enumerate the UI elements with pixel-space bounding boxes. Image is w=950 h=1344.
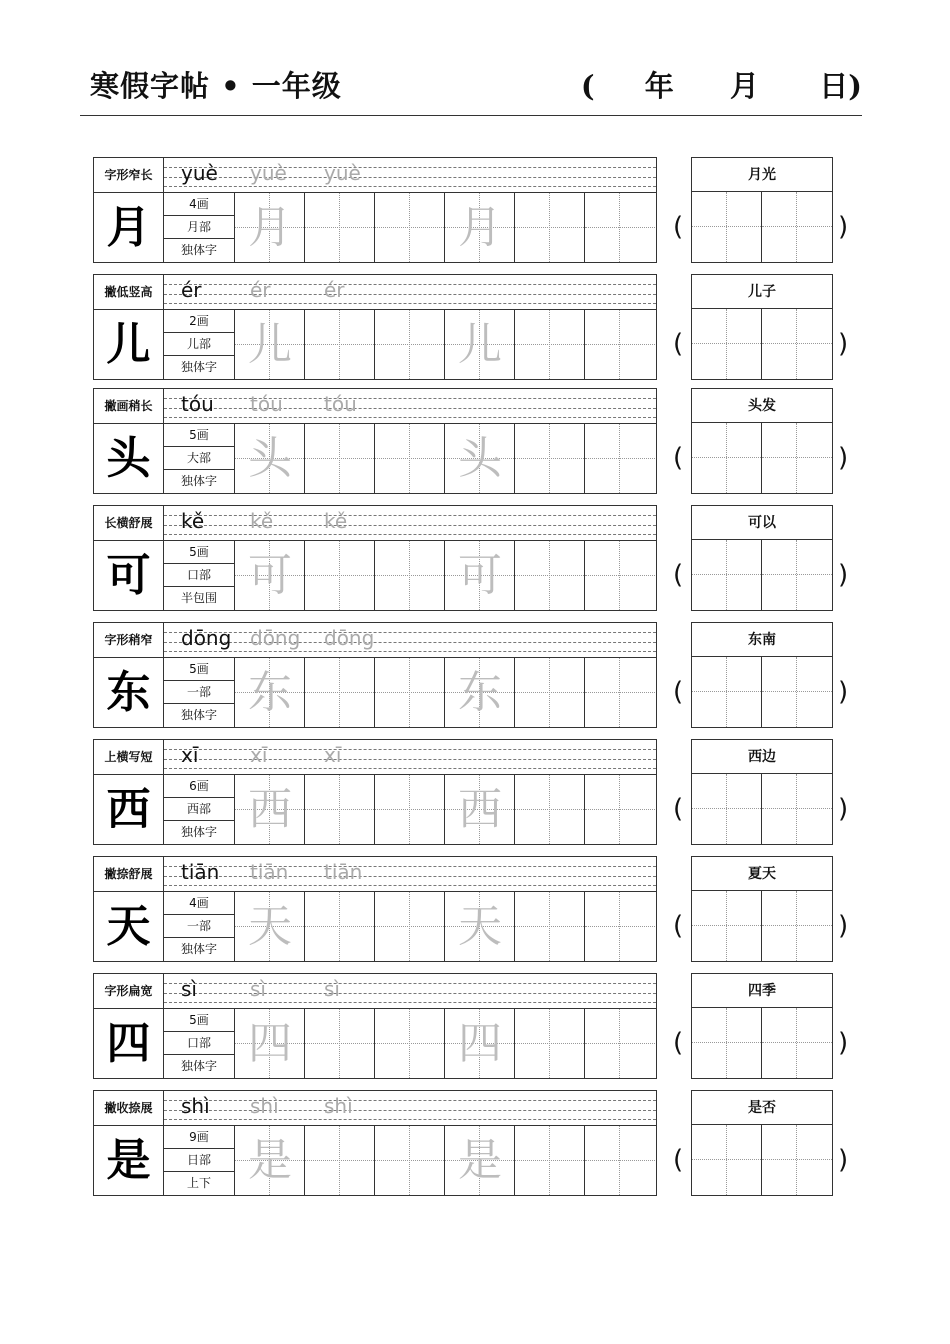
word-writing-cell[interactable] — [762, 540, 832, 610]
practice-row — [93, 739, 849, 846]
structure: 独体字 — [180, 825, 217, 839]
pinyin-box — [93, 388, 657, 423]
pinyin-trace: yuè — [250, 161, 287, 185]
trace-char: 四 — [458, 1018, 502, 1069]
writing-cell[interactable] — [375, 1126, 445, 1195]
pinyin-box — [93, 157, 657, 192]
header-divider — [80, 115, 862, 116]
word-writing-cell[interactable] — [692, 1008, 762, 1078]
trace-char: 是 — [458, 1135, 502, 1186]
pinyin-trace: ér — [250, 278, 271, 302]
writing-cell[interactable] — [235, 1009, 305, 1078]
word-label: 可以 — [691, 505, 833, 540]
practice-row — [93, 274, 849, 381]
word-grid — [691, 891, 833, 962]
trace-char: 西 — [248, 784, 292, 835]
page-title: 寒假字帖 • 一年级 — [90, 69, 342, 103]
word-writing-cell[interactable] — [762, 192, 832, 262]
model-char: 是 — [94, 1126, 164, 1195]
writing-cell[interactable] — [375, 424, 445, 493]
word-grid — [691, 423, 833, 494]
open-paren: ( — [673, 911, 684, 941]
pinyin-guide-line — [164, 993, 656, 994]
pinyin-lines — [164, 974, 656, 1009]
writing-cell[interactable] — [445, 424, 515, 493]
pinyin-trace: tóu — [250, 392, 283, 416]
writing-tip: 字形扁宽 — [94, 974, 164, 1009]
pinyin-guide-line — [164, 398, 656, 399]
pinyin-lines — [164, 389, 656, 424]
stroke-count: 4画 — [164, 193, 234, 216]
word-writing-cell[interactable] — [762, 891, 832, 961]
page-header — [80, 58, 862, 116]
model-char: 天 — [94, 892, 164, 961]
close-paren: ) — [838, 911, 849, 941]
pinyin-main: shì — [181, 1094, 210, 1118]
radical: 一部 — [164, 681, 234, 704]
model-char: 月 — [94, 193, 164, 262]
practice-row — [93, 856, 849, 963]
writing-cell[interactable] — [375, 193, 445, 262]
character-grid — [93, 891, 657, 962]
character-grid — [93, 1008, 657, 1079]
character-grid — [93, 1125, 657, 1196]
pinyin-guide-line — [164, 632, 656, 633]
writing-cell[interactable] — [585, 775, 655, 844]
char-info — [164, 424, 235, 493]
pinyin-trace: dōng — [250, 626, 301, 650]
pinyin-guide-line — [164, 186, 656, 187]
word-writing-cell[interactable] — [762, 1125, 832, 1195]
writing-cell[interactable] — [305, 310, 375, 379]
stroke-count: 4画 — [164, 892, 234, 915]
pinyin-box — [93, 505, 657, 540]
writing-cell[interactable] — [515, 892, 585, 961]
pinyin-trace: sì — [324, 977, 340, 1001]
writing-cell[interactable] — [515, 541, 585, 610]
pinyin-main: sì — [181, 977, 197, 1001]
model-char: 西 — [94, 775, 164, 844]
close-paren: ) — [838, 329, 849, 359]
writing-cell[interactable] — [515, 424, 585, 493]
pinyin-main: tóu — [181, 392, 214, 416]
pinyin-trace: xī — [250, 743, 268, 767]
character-grid — [93, 192, 657, 263]
trace-char: 头 — [458, 433, 502, 484]
writing-cell[interactable] — [235, 424, 305, 493]
trace-char: 儿 — [458, 319, 502, 370]
pinyin-guide-line — [164, 885, 656, 886]
word-writing-cell[interactable] — [692, 774, 762, 844]
pinyin-guide-line — [164, 303, 656, 304]
radical: 儿部 — [164, 333, 234, 356]
pinyin-guide-line — [164, 408, 656, 409]
writing-tip: 撇收捺展 — [94, 1091, 164, 1126]
word-box — [673, 157, 849, 263]
pinyin-trace: yuè — [324, 161, 361, 185]
writing-cell[interactable] — [585, 1009, 655, 1078]
character-grid — [93, 423, 657, 494]
practice-row — [93, 1090, 849, 1197]
pinyin-main: yuè — [181, 161, 218, 185]
model-char: 头 — [94, 424, 164, 493]
structure: 独体字 — [180, 360, 217, 374]
pinyin-trace: xī — [324, 743, 342, 767]
pinyin-guide-line — [164, 1119, 656, 1120]
pinyin-trace: tiān — [324, 860, 363, 884]
structure: 上下 — [186, 1176, 211, 1190]
close-paren: ) — [838, 212, 849, 242]
word-label: 夏天 — [691, 856, 833, 891]
open-paren: ( — [673, 1145, 684, 1175]
close-paren: ) — [838, 794, 849, 824]
writing-cell[interactable] — [305, 541, 375, 610]
pinyin-trace: ér — [324, 278, 345, 302]
word-box — [673, 622, 849, 728]
open-paren: ( — [673, 1028, 684, 1058]
writing-tip: 字形窄长 — [94, 158, 164, 193]
writing-cell[interactable] — [235, 1126, 305, 1195]
pinyin-box — [93, 274, 657, 309]
word-label: 东南 — [691, 622, 833, 657]
pinyin-guide-line — [164, 515, 656, 516]
word-grid — [691, 540, 833, 611]
char-info — [164, 775, 235, 844]
writing-cell[interactable] — [375, 892, 445, 961]
structure: 独体字 — [180, 474, 217, 488]
pinyin-guide-line — [164, 749, 656, 750]
practice-row — [93, 157, 849, 264]
character-grid — [93, 309, 657, 380]
word-label: 头发 — [691, 388, 833, 423]
writing-cell[interactable] — [305, 658, 375, 727]
writing-cell[interactable] — [235, 775, 305, 844]
writing-cell[interactable] — [585, 310, 655, 379]
word-box — [673, 388, 849, 494]
writing-cell[interactable] — [445, 310, 515, 379]
practice-row — [93, 505, 849, 612]
pinyin-lines — [164, 623, 656, 658]
writing-tip: 上横写短 — [94, 740, 164, 775]
radical: 大部 — [164, 447, 234, 470]
pinyin-box — [93, 1090, 657, 1125]
pinyin-box — [93, 973, 657, 1008]
date-day-label: 日) — [819, 69, 862, 103]
trace-char: 东 — [248, 667, 292, 718]
trace-char: 东 — [458, 667, 502, 718]
date-month-label: 月 — [730, 69, 760, 103]
writing-cell[interactable] — [305, 1009, 375, 1078]
writing-cell[interactable] — [585, 193, 655, 262]
writing-tip: 撇画稍长 — [94, 389, 164, 424]
word-box — [673, 856, 849, 962]
model-char: 儿 — [94, 310, 164, 379]
pinyin-main: dōng — [181, 626, 232, 650]
pinyin-guide-line — [164, 534, 656, 535]
stroke-count: 6画 — [164, 775, 234, 798]
open-paren: ( — [673, 443, 684, 473]
practice-row — [93, 388, 849, 495]
writing-tip: 撇捺舒展 — [94, 857, 164, 892]
word-grid — [691, 657, 833, 728]
writing-cell[interactable] — [305, 193, 375, 262]
radical: 口部 — [164, 1032, 234, 1055]
pinyin-main: xī — [181, 743, 199, 767]
writing-cell[interactable] — [515, 1126, 585, 1195]
char-info — [164, 1009, 235, 1078]
pinyin-guide-line — [164, 167, 656, 168]
pinyin-lines — [164, 740, 656, 775]
close-paren: ) — [838, 1028, 849, 1058]
word-grid — [691, 1125, 833, 1196]
writing-cell[interactable] — [235, 658, 305, 727]
writing-tip: 撇低竖高 — [94, 275, 164, 310]
radical: 口部 — [164, 564, 234, 587]
structure: 独体字 — [180, 243, 217, 257]
radical: 一部 — [164, 915, 234, 938]
pinyin-guide-line — [164, 177, 656, 178]
word-writing-cell[interactable] — [692, 192, 762, 262]
word-label: 西边 — [691, 739, 833, 774]
word-writing-cell[interactable] — [692, 657, 762, 727]
stroke-count: 9画 — [164, 1126, 234, 1149]
char-info — [164, 892, 235, 961]
writing-cell[interactable] — [235, 892, 305, 961]
writing-cell[interactable] — [515, 193, 585, 262]
pinyin-lines — [164, 506, 656, 541]
pinyin-main: kě — [181, 509, 205, 533]
char-info — [164, 658, 235, 727]
writing-cell[interactable] — [585, 541, 655, 610]
char-info — [164, 1126, 235, 1195]
structure: 独体字 — [180, 942, 217, 956]
pinyin-trace: kě — [250, 509, 274, 533]
word-box — [673, 1090, 849, 1196]
pinyin-lines — [164, 1091, 656, 1126]
writing-cell[interactable] — [375, 775, 445, 844]
writing-cell[interactable] — [235, 541, 305, 610]
word-grid — [691, 309, 833, 380]
close-paren: ) — [838, 1145, 849, 1175]
writing-cell[interactable] — [445, 892, 515, 961]
stroke-count: 5画 — [164, 1009, 234, 1032]
open-paren: ( — [673, 329, 684, 359]
pinyin-guide-line — [164, 876, 656, 877]
trace-char: 是 — [248, 1135, 292, 1186]
writing-cell[interactable] — [445, 1126, 515, 1195]
radical: 月部 — [164, 216, 234, 239]
trace-char: 天 — [458, 901, 502, 952]
writing-cell[interactable] — [235, 310, 305, 379]
character-grid — [93, 657, 657, 728]
trace-char: 西 — [458, 784, 502, 835]
pinyin-guide-line — [164, 284, 656, 285]
writing-cell[interactable] — [305, 775, 375, 844]
trace-char: 月 — [458, 202, 502, 253]
word-box — [673, 505, 849, 611]
close-paren: ) — [838, 443, 849, 473]
stroke-count: 5画 — [164, 658, 234, 681]
pinyin-guide-line — [164, 651, 656, 652]
pinyin-guide-line — [164, 1110, 656, 1111]
structure: 独体字 — [180, 708, 217, 722]
word-label: 四季 — [691, 973, 833, 1008]
word-box — [673, 274, 849, 380]
writing-cell[interactable] — [515, 310, 585, 379]
word-writing-cell[interactable] — [762, 1008, 832, 1078]
open-paren: ( — [673, 794, 684, 824]
pinyin-lines — [164, 857, 656, 892]
writing-tip: 长横舒展 — [94, 506, 164, 541]
pinyin-trace: kě — [324, 509, 348, 533]
writing-cell[interactable] — [375, 1009, 445, 1078]
writing-cell[interactable] — [515, 658, 585, 727]
word-writing-cell[interactable] — [762, 309, 832, 379]
model-char: 东 — [94, 658, 164, 727]
structure: 半包围 — [180, 591, 217, 605]
char-info — [164, 193, 235, 262]
pinyin-main: ér — [181, 278, 202, 302]
pinyin-box — [93, 856, 657, 891]
writing-cell[interactable] — [585, 1126, 655, 1195]
pinyin-guide-line — [164, 1002, 656, 1003]
writing-cell[interactable] — [445, 775, 515, 844]
writing-cell[interactable] — [445, 541, 515, 610]
writing-cell[interactable] — [445, 1009, 515, 1078]
writing-cell[interactable] — [585, 892, 655, 961]
writing-cell[interactable] — [375, 658, 445, 727]
pinyin-guide-line — [164, 642, 656, 643]
word-writing-cell[interactable] — [692, 309, 762, 379]
char-info — [164, 541, 235, 610]
word-writing-cell[interactable] — [692, 891, 762, 961]
character-grid — [93, 540, 657, 611]
pinyin-guide-line — [164, 417, 656, 418]
writing-tip: 字形稍窄 — [94, 623, 164, 658]
pinyin-main: tiān — [181, 860, 220, 884]
trace-char: 天 — [248, 901, 292, 952]
pinyin-lines — [164, 158, 656, 193]
writing-cell[interactable] — [305, 892, 375, 961]
word-label: 月光 — [691, 157, 833, 192]
pinyin-guide-line — [164, 525, 656, 526]
pinyin-guide-line — [164, 759, 656, 760]
practice-row — [93, 973, 849, 1080]
word-grid — [691, 192, 833, 263]
close-paren: ) — [838, 677, 849, 707]
pinyin-trace: shì — [250, 1094, 279, 1118]
char-info — [164, 310, 235, 379]
word-label: 儿子 — [691, 274, 833, 309]
word-grid — [691, 774, 833, 845]
writing-cell[interactable] — [375, 541, 445, 610]
open-paren: ( — [673, 560, 684, 590]
radical: 日部 — [164, 1149, 234, 1172]
pinyin-trace: shì — [324, 1094, 353, 1118]
date-field — [581, 64, 862, 105]
pinyin-guide-line — [164, 866, 656, 867]
writing-cell[interactable] — [515, 1009, 585, 1078]
word-box — [673, 739, 849, 845]
stroke-count: 5画 — [164, 541, 234, 564]
word-box — [673, 973, 849, 1079]
word-label: 是否 — [691, 1090, 833, 1125]
model-char: 可 — [94, 541, 164, 610]
pinyin-trace: tóu — [324, 392, 357, 416]
word-grid — [691, 1008, 833, 1079]
word-writing-cell[interactable] — [762, 423, 832, 493]
word-writing-cell[interactable] — [692, 540, 762, 610]
pinyin-box — [93, 739, 657, 774]
trace-char: 头 — [248, 433, 292, 484]
pinyin-guide-line — [164, 768, 656, 769]
writing-cell[interactable] — [235, 193, 305, 262]
word-writing-cell[interactable] — [692, 1125, 762, 1195]
writing-cell[interactable] — [585, 658, 655, 727]
trace-char: 月 — [248, 202, 292, 253]
pinyin-guide-line — [164, 294, 656, 295]
pinyin-guide-line — [164, 983, 656, 984]
date-year-label: 年 — [644, 69, 674, 103]
trace-char: 儿 — [248, 319, 292, 370]
pinyin-box — [93, 622, 657, 657]
pinyin-guide-line — [164, 1100, 656, 1101]
pinyin-trace: tiān — [250, 860, 289, 884]
date-open-paren: ( — [580, 69, 595, 103]
character-grid — [93, 774, 657, 845]
structure: 独体字 — [180, 1059, 217, 1073]
trace-char: 可 — [248, 550, 292, 601]
writing-cell[interactable] — [375, 310, 445, 379]
word-writing-cell[interactable] — [762, 774, 832, 844]
trace-char: 可 — [458, 550, 502, 601]
writing-cell[interactable] — [445, 658, 515, 727]
word-writing-cell[interactable] — [692, 423, 762, 493]
word-writing-cell[interactable] — [762, 657, 832, 727]
close-paren: ) — [838, 560, 849, 590]
writing-cell[interactable] — [305, 424, 375, 493]
practice-row — [93, 622, 849, 729]
model-char: 四 — [94, 1009, 164, 1078]
writing-cell[interactable] — [585, 424, 655, 493]
stroke-count: 5画 — [164, 424, 234, 447]
trace-char: 四 — [248, 1018, 292, 1069]
radical: 西部 — [164, 798, 234, 821]
stroke-count: 2画 — [164, 310, 234, 333]
pinyin-trace: dōng — [324, 626, 375, 650]
pinyin-lines — [164, 275, 656, 310]
open-paren: ( — [673, 212, 684, 242]
writing-cell[interactable] — [305, 1126, 375, 1195]
writing-cell[interactable] — [515, 775, 585, 844]
open-paren: ( — [673, 677, 684, 707]
pinyin-trace: sì — [250, 977, 266, 1001]
writing-cell[interactable] — [445, 193, 515, 262]
